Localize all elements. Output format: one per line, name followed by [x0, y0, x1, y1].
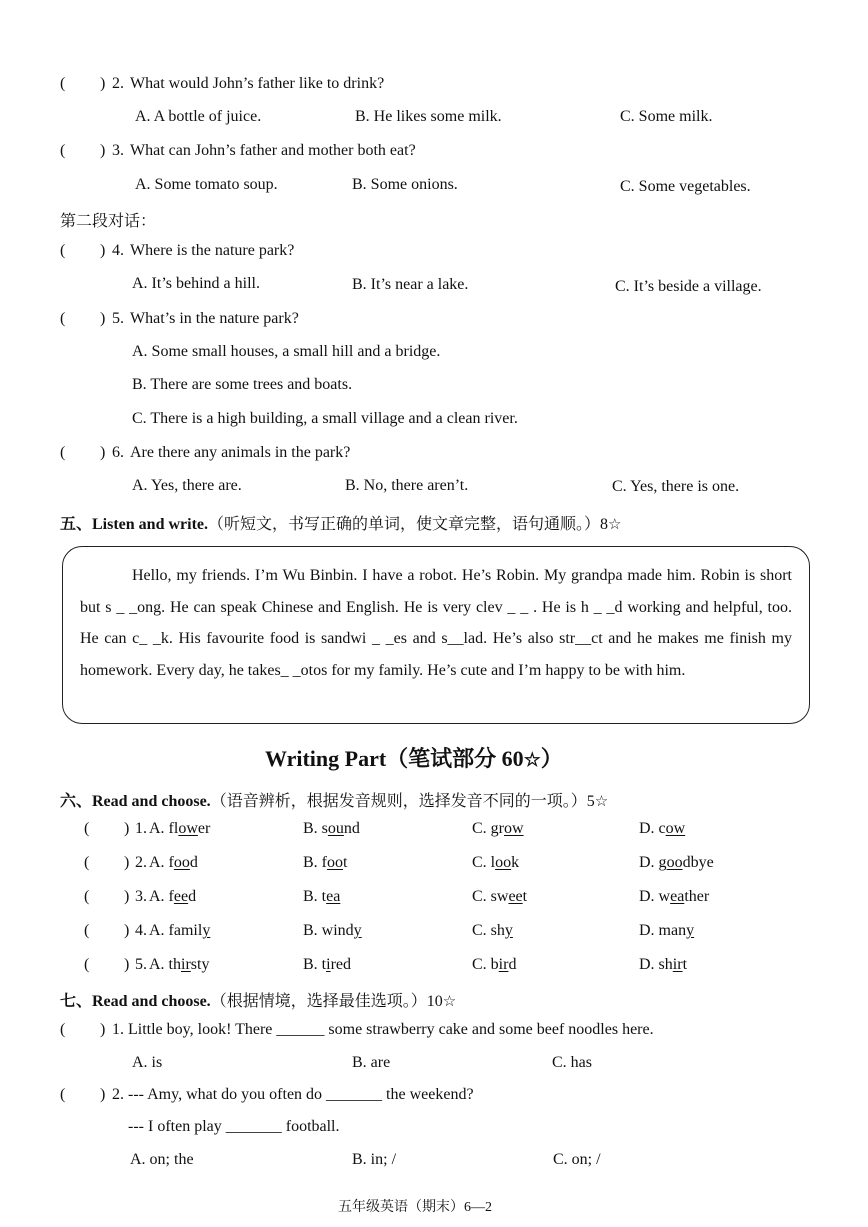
- underlined-letters: ou: [327, 820, 344, 837]
- option-text: d: [189, 854, 198, 871]
- answer-paren-close: ): [124, 820, 130, 837]
- underlined-letters: ir: [181, 956, 191, 973]
- underlined-letters: oo: [666, 854, 683, 871]
- question-number: 1.: [135, 820, 147, 837]
- option-b: [303, 888, 340, 906]
- underlined-letters: ow: [665, 820, 686, 837]
- question-number: 4.: [112, 242, 124, 259]
- answer-paren-close: ): [124, 854, 130, 871]
- option-b: [303, 854, 347, 872]
- writing-part-label: Writing Part（笔试部分 60: [265, 746, 524, 771]
- answer-paren-open: (: [60, 310, 66, 327]
- star-icon: ☆: [608, 517, 622, 533]
- passage-text: Hello, my friends. I’m Wu Binbin. I have a robot. He’s Robin. My grandpa made him. Robin is short but s _ _ong. He can speak Chinese and English. He is very clev _ _ . He is h _ _d working and helpful, too. He can c_ _k. His favourite food is sandwi _ _es and s__lad. He’s also str__ct and he makes me finish my homework. Every day, he takes_ _otos for my family. He’s cute and I’m happy to be with him.: [80, 567, 792, 679]
- section-7-title: 七、Read and choose.: [60, 993, 211, 1010]
- option-b: [303, 956, 351, 974]
- option-text: C. sw: [472, 888, 509, 905]
- option-text: red: [330, 956, 352, 973]
- section-5-instructions: （听短文，书写正确的单词，使文章完整，语句通顺。）8: [208, 516, 609, 533]
- option-a: [135, 956, 209, 974]
- option-a: [135, 922, 210, 940]
- underlined-letters: ir: [672, 956, 683, 973]
- option-d: [639, 956, 687, 974]
- option-text: C. b: [472, 956, 499, 973]
- option-b: B. He likes some milk.: [355, 108, 502, 125]
- option-text: dbye: [682, 854, 714, 871]
- option-c: C. There is a high building, a small village and a clean river.: [132, 410, 518, 427]
- option-text: B. f: [303, 854, 327, 871]
- option-b: B. are: [352, 1054, 391, 1071]
- option-text: D. man: [639, 922, 687, 939]
- question-text: Little boy, look! There ______ some strawberry cake and some beef noodles here.: [128, 1021, 654, 1038]
- option-a: A. It’s behind a hill.: [132, 275, 260, 292]
- option-c: C. Some vegetables.: [620, 178, 751, 195]
- option-a: A. is: [132, 1054, 163, 1071]
- option-text: B. t: [303, 956, 327, 973]
- section-5-heading: [60, 511, 621, 534]
- star-icon: ☆: [442, 994, 457, 1010]
- option-a: A. A bottle of juice.: [135, 108, 262, 125]
- question-number: 6.: [112, 444, 124, 461]
- option-text: C. l: [472, 854, 496, 871]
- answer-paren-open: (: [60, 75, 66, 92]
- option-text: t: [522, 888, 528, 905]
- question-number: 3.: [135, 888, 147, 905]
- underlined-letters: ow: [178, 820, 198, 837]
- page-footer: 五年级英语（期末）6—2: [338, 1200, 492, 1215]
- option-c: C. on; /: [553, 1151, 601, 1168]
- question-number: 1.: [112, 1021, 124, 1038]
- option-text: t: [343, 854, 348, 871]
- option-c: C. Yes, there is one.: [612, 478, 740, 495]
- section-6-title: 六、Read and choose.: [60, 793, 211, 810]
- option-text: sty: [190, 956, 210, 973]
- underlined-letters: ow: [504, 820, 524, 837]
- underlined-letters: y: [504, 922, 513, 939]
- underlined-letters: ea: [670, 888, 685, 905]
- answer-paren-open: (: [84, 820, 90, 837]
- question-response: --- I often play _______ football.: [128, 1118, 340, 1135]
- question-text: What would John’s father like to drink?: [130, 75, 385, 92]
- option-a: A. Some tomato soup.: [135, 176, 278, 193]
- answer-paren-open: (: [60, 444, 66, 461]
- question-number: 2.: [112, 75, 124, 92]
- underlined-letters: ee: [508, 888, 523, 905]
- answer-paren-close: ): [124, 922, 130, 939]
- option-c: [472, 888, 527, 906]
- question-number: 5.: [135, 956, 147, 973]
- option-a: [135, 888, 196, 906]
- question-number: 3.: [112, 142, 124, 159]
- option-b: [303, 820, 360, 838]
- option-text: C. gr: [472, 820, 504, 837]
- option-text: D. sh: [639, 956, 673, 973]
- option-text: A. fl: [149, 820, 179, 837]
- section-6-heading: [60, 788, 608, 811]
- underlined-letters: y: [686, 922, 695, 939]
- option-text: nd: [343, 820, 360, 837]
- writing-part-close: ）: [540, 746, 563, 771]
- star-icon: ☆: [594, 794, 609, 810]
- question-number: 5.: [112, 310, 124, 327]
- answer-paren-open: (: [84, 888, 90, 905]
- answer-paren-close: ): [100, 1086, 106, 1103]
- option-a: [135, 820, 210, 838]
- answer-paren-close: ): [124, 888, 130, 905]
- underlined-letters: oo: [327, 854, 343, 871]
- option-text: A. f: [149, 888, 174, 905]
- option-text: B. s: [303, 820, 328, 837]
- option-c: C. It’s beside a village.: [615, 278, 762, 295]
- answer-paren-close: ): [100, 142, 106, 159]
- option-d: [639, 820, 685, 838]
- underlined-letters: ir: [498, 956, 509, 973]
- question-number: 2.: [112, 1086, 124, 1103]
- underlined-letters: oo: [495, 854, 512, 871]
- answer-paren-open: (: [84, 922, 90, 939]
- question-text: What can John’s father and mother both eat?: [130, 142, 416, 159]
- option-text: D. g: [639, 854, 667, 871]
- option-c: [472, 820, 524, 838]
- answer-paren-open: (: [60, 242, 66, 259]
- option-text: A. famil: [149, 922, 203, 939]
- section-5-title: 五、Listen and write.: [60, 516, 209, 533]
- option-a: A. on; the: [130, 1151, 194, 1168]
- option-c: C. has: [552, 1054, 592, 1071]
- answer-paren-open: (: [60, 1021, 66, 1038]
- star-icon: ☆: [523, 750, 541, 771]
- option-b: B. It’s near a lake.: [352, 276, 469, 293]
- question-text: Are there any animals in the park?: [130, 444, 351, 461]
- option-b: B. in; /: [352, 1151, 397, 1168]
- option-c: C. Some milk.: [620, 108, 713, 125]
- question-text: Where is the nature park?: [130, 242, 295, 259]
- answer-paren-close: ): [100, 444, 106, 461]
- option-a: [135, 854, 198, 872]
- option-text: t: [682, 956, 688, 973]
- option-text: A. f: [149, 854, 174, 871]
- option-text: ther: [684, 888, 710, 905]
- option-text: B. t: [303, 888, 327, 905]
- option-text: C. sh: [472, 922, 505, 939]
- question-text: --- Amy, what do you often do _______ the weekend?: [128, 1086, 474, 1103]
- option-b: B. There are some trees and boats.: [132, 376, 353, 393]
- answer-paren-open: (: [60, 1086, 66, 1103]
- option-b: B. Some onions.: [352, 176, 458, 193]
- section-7-heading: [60, 988, 456, 1011]
- answer-paren-close: ): [100, 1021, 106, 1038]
- question-text: What’s in the nature park?: [130, 310, 299, 327]
- underlined-letters: i: [326, 956, 331, 973]
- answer-paren-close: ): [100, 242, 106, 259]
- option-b: [303, 922, 362, 940]
- option-text: k: [511, 854, 520, 871]
- answer-paren-open: (: [84, 956, 90, 973]
- option-text: D. c: [639, 820, 666, 837]
- section-7-instructions: （根据情境，选择最佳选项。）10: [210, 993, 443, 1010]
- underlined-letters: y: [202, 922, 211, 939]
- option-d: [639, 888, 709, 906]
- underlined-letters: ee: [173, 888, 189, 905]
- answer-paren-open: (: [84, 854, 90, 871]
- answer-paren-close: ): [124, 956, 130, 973]
- listening-passage: [80, 560, 792, 686]
- option-text: d: [508, 956, 517, 973]
- underlined-letters: ea: [326, 888, 341, 905]
- option-c: [472, 922, 513, 940]
- answer-paren-open: (: [60, 142, 66, 159]
- question-number: 4.: [135, 922, 147, 939]
- option-d: [639, 854, 714, 872]
- option-text: B. wind: [303, 922, 354, 939]
- option-b: B. No, there aren’t.: [345, 477, 469, 494]
- option-text: A. th: [149, 956, 181, 973]
- section-6-instructions: （语音辨析，根据发音规则，选择发音不同的一项。）5: [210, 793, 595, 810]
- option-c: [472, 854, 519, 872]
- option-text: er: [197, 820, 211, 837]
- question-number: 2.: [135, 854, 147, 871]
- option-a: A. Some small houses, a small hill and a bridge.: [132, 343, 441, 360]
- answer-paren-close: ): [100, 75, 106, 92]
- writing-part-title: [265, 742, 563, 773]
- dialogue-heading: 第二段对话：: [60, 213, 157, 230]
- option-a: A. Yes, there are.: [132, 477, 242, 494]
- underlined-letters: oo: [173, 854, 190, 871]
- option-c: [472, 956, 516, 974]
- underlined-letters: y: [353, 922, 362, 939]
- option-d: [639, 922, 694, 940]
- answer-paren-close: ): [100, 310, 106, 327]
- option-text: D. w: [639, 888, 671, 905]
- option-text: d: [188, 888, 197, 905]
